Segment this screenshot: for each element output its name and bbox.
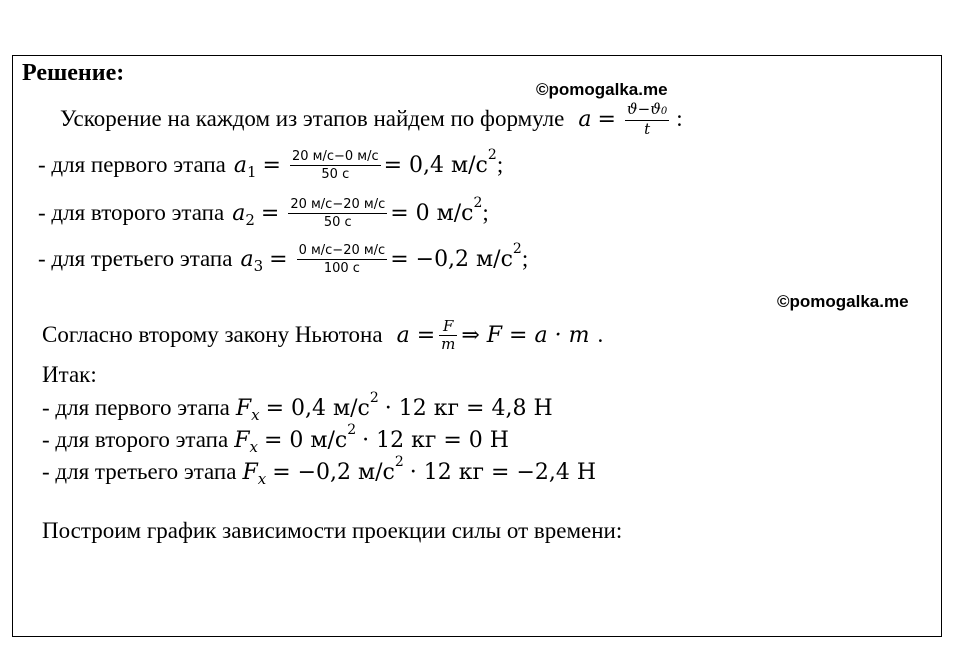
stage-end: ; <box>521 246 529 271</box>
force-var: F <box>242 459 258 485</box>
newton-frac-num: F <box>439 318 457 336</box>
force-post: · 12 кг = 4,8 Н <box>384 395 553 421</box>
stage-var: a <box>232 200 246 226</box>
force-label: - для третьего этапа <box>42 459 237 484</box>
force-sub: x <box>257 470 267 488</box>
stage-sub: 1 <box>247 163 257 181</box>
stage-label: - для третьего этапа <box>38 246 233 271</box>
force-var: F <box>234 427 250 453</box>
force-sup: 2 <box>369 390 379 406</box>
stage-fraction <box>290 148 381 183</box>
force-row <box>42 424 509 456</box>
stage-var: a <box>240 246 254 272</box>
newton-text: Согласно второму закону Ньютона <box>42 322 383 347</box>
force-sup: 2 <box>347 422 357 438</box>
stage-label: - для первого этапа <box>38 152 226 177</box>
intro-frac-den: t <box>644 119 651 138</box>
force-post: · 12 кг = −2,4 Н <box>409 459 597 485</box>
stage-frac-den: 50 с <box>321 166 350 182</box>
stage-row: - для первого этапа a 1 = $\frac{20 м/с-0 м/с}{50 с}$ = 0,4 м/с 2 ; <box>38 147 504 182</box>
stage-sub: 3 <box>253 257 264 275</box>
intro-fraction <box>625 101 669 138</box>
force-pre: = −0,2 м/с <box>272 459 395 485</box>
stage-result: = 0,4 м/с <box>383 152 488 178</box>
force-pre: = 0,4 м/с <box>265 395 370 421</box>
stage-sup: 2 <box>487 147 497 163</box>
stage-result: = 0 м/с <box>390 200 474 226</box>
newton-rhs: ⇒ F = a · m <box>461 322 590 348</box>
force-sup: 2 <box>394 454 404 470</box>
newton-line <box>42 314 603 356</box>
intro-line: Ускорение на каждом из этапов найдем по формуле a = $\frac{ϑ-ϑ0}{t}$ : <box>60 99 683 138</box>
closing-text: Построим график зависимости проекции силы от времени: <box>42 518 623 543</box>
stage-fraction <box>297 242 388 277</box>
stage-frac-den: 100 с <box>323 260 360 276</box>
stage-var: a <box>233 152 247 178</box>
watermark-top: ©pomogalka.me <box>536 80 668 99</box>
stage-row: - для третьего этапа a 3 = $\frac{0 м/с-20 м/с}{100 с}$ = −0,2 м/с 2 ; <box>38 241 529 276</box>
stage-sup: 2 <box>473 195 483 211</box>
stage-frac-num: 20 м/с−0 м/с <box>291 148 379 164</box>
force-label: - для первого этапа <box>42 395 230 420</box>
force-row <box>42 456 596 488</box>
stage-end: ; <box>482 200 489 225</box>
stage-frac-den: 50 с <box>323 214 352 230</box>
intro-tail: : <box>676 106 683 131</box>
stage-frac-num: 20 м/с−20 м/с <box>290 196 386 212</box>
force-sub: x <box>249 438 258 456</box>
intro-frac-num: ϑ−ϑ <box>626 99 661 118</box>
stage-label: - для второго этапа <box>38 200 225 225</box>
stage-result: = −0,2 м/с <box>390 246 513 272</box>
force-post: · 12 кг = 0 Н <box>362 427 509 453</box>
newton-end: . <box>597 322 604 347</box>
intro-frac-num-sub: 0 <box>660 105 668 117</box>
force-pre: = 0 м/с <box>263 427 348 453</box>
watermark-middle: ©pomogalka.me <box>777 292 909 311</box>
force-sub: x <box>251 406 260 424</box>
newton-lhs: a = <box>396 322 436 348</box>
force-row <box>42 392 553 424</box>
intro-formula-lhs: a <box>578 106 592 132</box>
force-label: - для второго этапа <box>42 427 229 452</box>
stage-sub: 2 <box>245 211 255 229</box>
newton-fraction <box>439 318 457 353</box>
force-var: F <box>235 395 252 421</box>
heading: Решение: <box>22 60 125 86</box>
stage-fraction <box>288 196 387 231</box>
intro-text: Ускорение на каждом из этапов найдем по формуле <box>60 106 565 131</box>
stage-row: - для второго этапа a 2 = $\frac{20 м/с-20 м/с}{50 с}$ = 0 м/с 2 ; <box>38 195 489 230</box>
stage-sup: 2 <box>512 241 522 257</box>
stage-end: ; <box>496 152 504 177</box>
newton-frac-den: m <box>441 334 456 353</box>
stage-frac-num: 0 м/с−20 м/с <box>298 242 386 258</box>
itak-label: Итак: <box>42 362 97 387</box>
